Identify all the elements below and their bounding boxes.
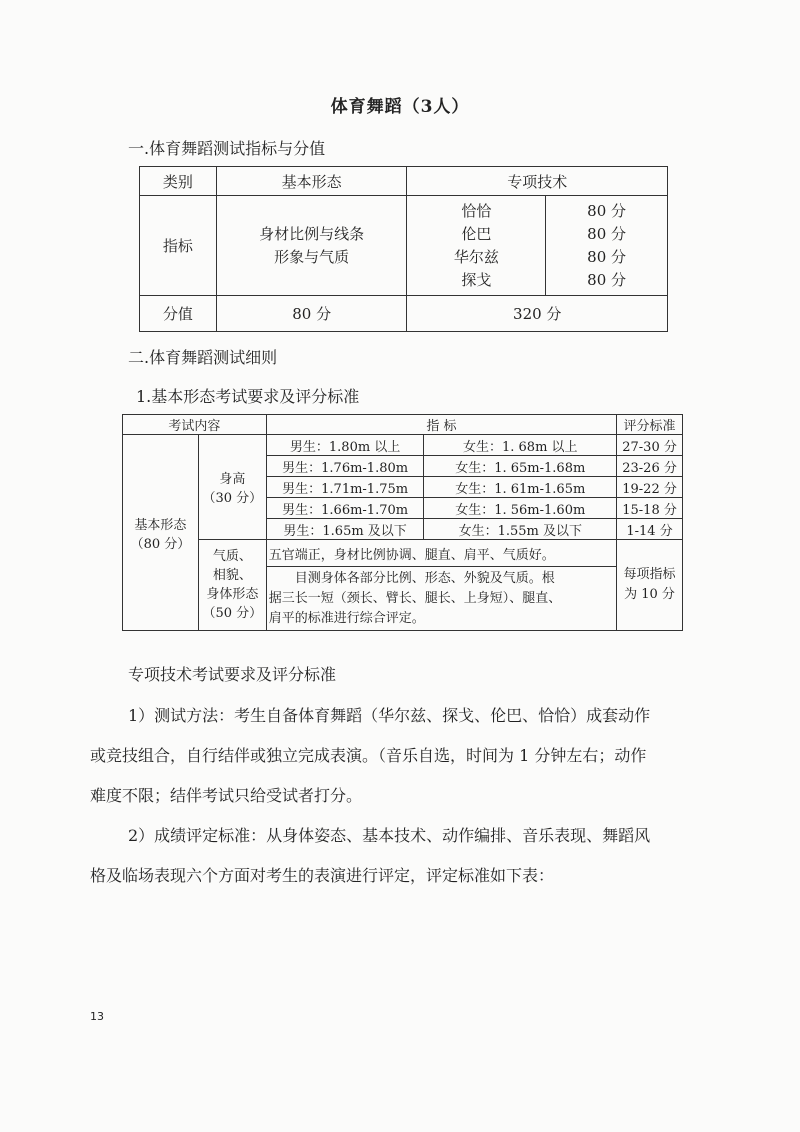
- dance-name: 恰恰: [461, 201, 492, 220]
- temperament-score: [617, 540, 683, 631]
- subsection1-heading: 1.基本形态考试要求及评分标准: [136, 387, 360, 406]
- score-range: 15-18 分: [617, 498, 683, 519]
- header-index: 指 标: [266, 415, 616, 435]
- main-category-line: 基本形态: [134, 517, 187, 533]
- height-category-line: 身高: [219, 472, 246, 487]
- page-title: 体育舞蹈（3人）: [330, 97, 470, 117]
- paragraph-line: 格及临场表现六个方面对考生的表演进行评定，评定标准如下表：: [90, 866, 555, 885]
- height-category: [198, 435, 266, 540]
- temperament-category-line: 相貌、: [212, 568, 252, 583]
- section1-heading: 一.体育舞蹈测试指标与分值: [128, 139, 326, 158]
- subsection2-heading: 专项技术考试要求及评分标准: [128, 665, 337, 684]
- dance-name: 华尔兹: [453, 247, 499, 266]
- test-method-paragraph: [90, 706, 730, 806]
- male-criterion: 男生：1.66m-1.70m: [266, 498, 424, 519]
- basic-form-table: [122, 414, 683, 631]
- temperament-category-line: （50 分）: [202, 606, 263, 621]
- dance-name: 探戈: [461, 270, 492, 289]
- dance-name: 伦巴: [461, 224, 492, 243]
- basic-criteria: [216, 196, 407, 296]
- header-score: 评分标准: [617, 415, 683, 435]
- male-criterion: 男生：1.80m 以上: [266, 435, 424, 456]
- special-score: 320 分: [407, 296, 668, 332]
- female-criterion: 女生：1. 61m-1.65m: [424, 477, 617, 498]
- score-range: 27-30 分: [617, 435, 683, 456]
- basic-criteria-line: 形象与气质: [274, 247, 350, 266]
- section2-heading: 二.体育舞蹈测试细则: [128, 348, 278, 367]
- header-content: 考试内容: [123, 415, 267, 435]
- page-number: 13: [90, 1010, 104, 1023]
- basic-criteria-line: 身材比例与线条: [259, 224, 365, 243]
- female-criterion: 女生：1.55m 及以下: [424, 519, 617, 540]
- height-category-line: （30 分）: [202, 491, 263, 506]
- detail-line: 肩平的标准进行综合评定。: [268, 610, 425, 626]
- score-range: 1-14 分: [617, 519, 683, 540]
- paragraph-line: 1）测试方法：考生自备体育舞蹈（华尔兹、探戈、伦巴、恰恰）成套动作: [128, 706, 651, 725]
- male-criterion: 男生：1.65m 及以下: [266, 519, 424, 540]
- paragraph-line: 或竞技组合，自行结伴或独立完成表演。（音乐自选，时间为 1 分钟左右；动作: [90, 746, 647, 765]
- temperament-score-line: 每项指标: [623, 567, 676, 582]
- detail-line: 据三长一短（颈长、臂长、腿长、上身短）、腿直、: [268, 590, 562, 606]
- dance-score: 80 分: [587, 247, 627, 266]
- male-criterion: 男生：1.76m-1.80m: [266, 456, 424, 477]
- dance-score: 80 分: [587, 224, 627, 243]
- score-range: 23-26 分: [617, 456, 683, 477]
- score-range: 19-22 分: [617, 477, 683, 498]
- temperament-score-line: 为 10 分: [624, 587, 675, 602]
- female-criterion: 女生：1. 65m-1.68m: [424, 456, 617, 477]
- temperament-criterion-detail: [266, 567, 616, 631]
- row-index-label: 指标: [140, 196, 217, 296]
- header-category: 类别: [140, 167, 217, 196]
- row-score-label: 分值: [140, 296, 217, 332]
- female-criterion: 女生：1. 56m-1.60m: [424, 498, 617, 519]
- paragraph-line: 难度不限；结伴考试只给受试者打分。: [90, 786, 363, 805]
- dance-scores: [546, 196, 668, 296]
- grading-paragraph: [90, 826, 730, 886]
- header-basic: 基本形态: [216, 167, 407, 196]
- main-category: [123, 435, 199, 631]
- temperament-category-line: 身体形态: [206, 587, 259, 602]
- male-criterion: 男生：1.71m-1.75m: [266, 477, 424, 498]
- basic-score: 80 分: [216, 296, 407, 332]
- temperament-criterion-summary: 五官端正，身材比例协调、腿直、肩平、气质好。: [266, 540, 616, 567]
- header-special: 专项技术: [407, 167, 668, 196]
- main-category-line: （80 分）: [130, 536, 191, 552]
- paragraph-line: 2）成绩评定标准：从身体姿态、基本技术、动作编排、音乐表现、舞蹈风: [128, 826, 651, 845]
- female-criterion: 女生：1. 68m 以上: [424, 435, 617, 456]
- score-table: [139, 166, 668, 332]
- temperament-category: [198, 540, 266, 631]
- dance-names: [407, 196, 546, 296]
- dance-score: 80 分: [587, 201, 627, 220]
- temperament-category-line: 气质、: [212, 549, 252, 564]
- dance-score: 80 分: [587, 270, 627, 289]
- detail-line: 目测身体各部分比例、形态、外貌及气质。根: [294, 570, 555, 586]
